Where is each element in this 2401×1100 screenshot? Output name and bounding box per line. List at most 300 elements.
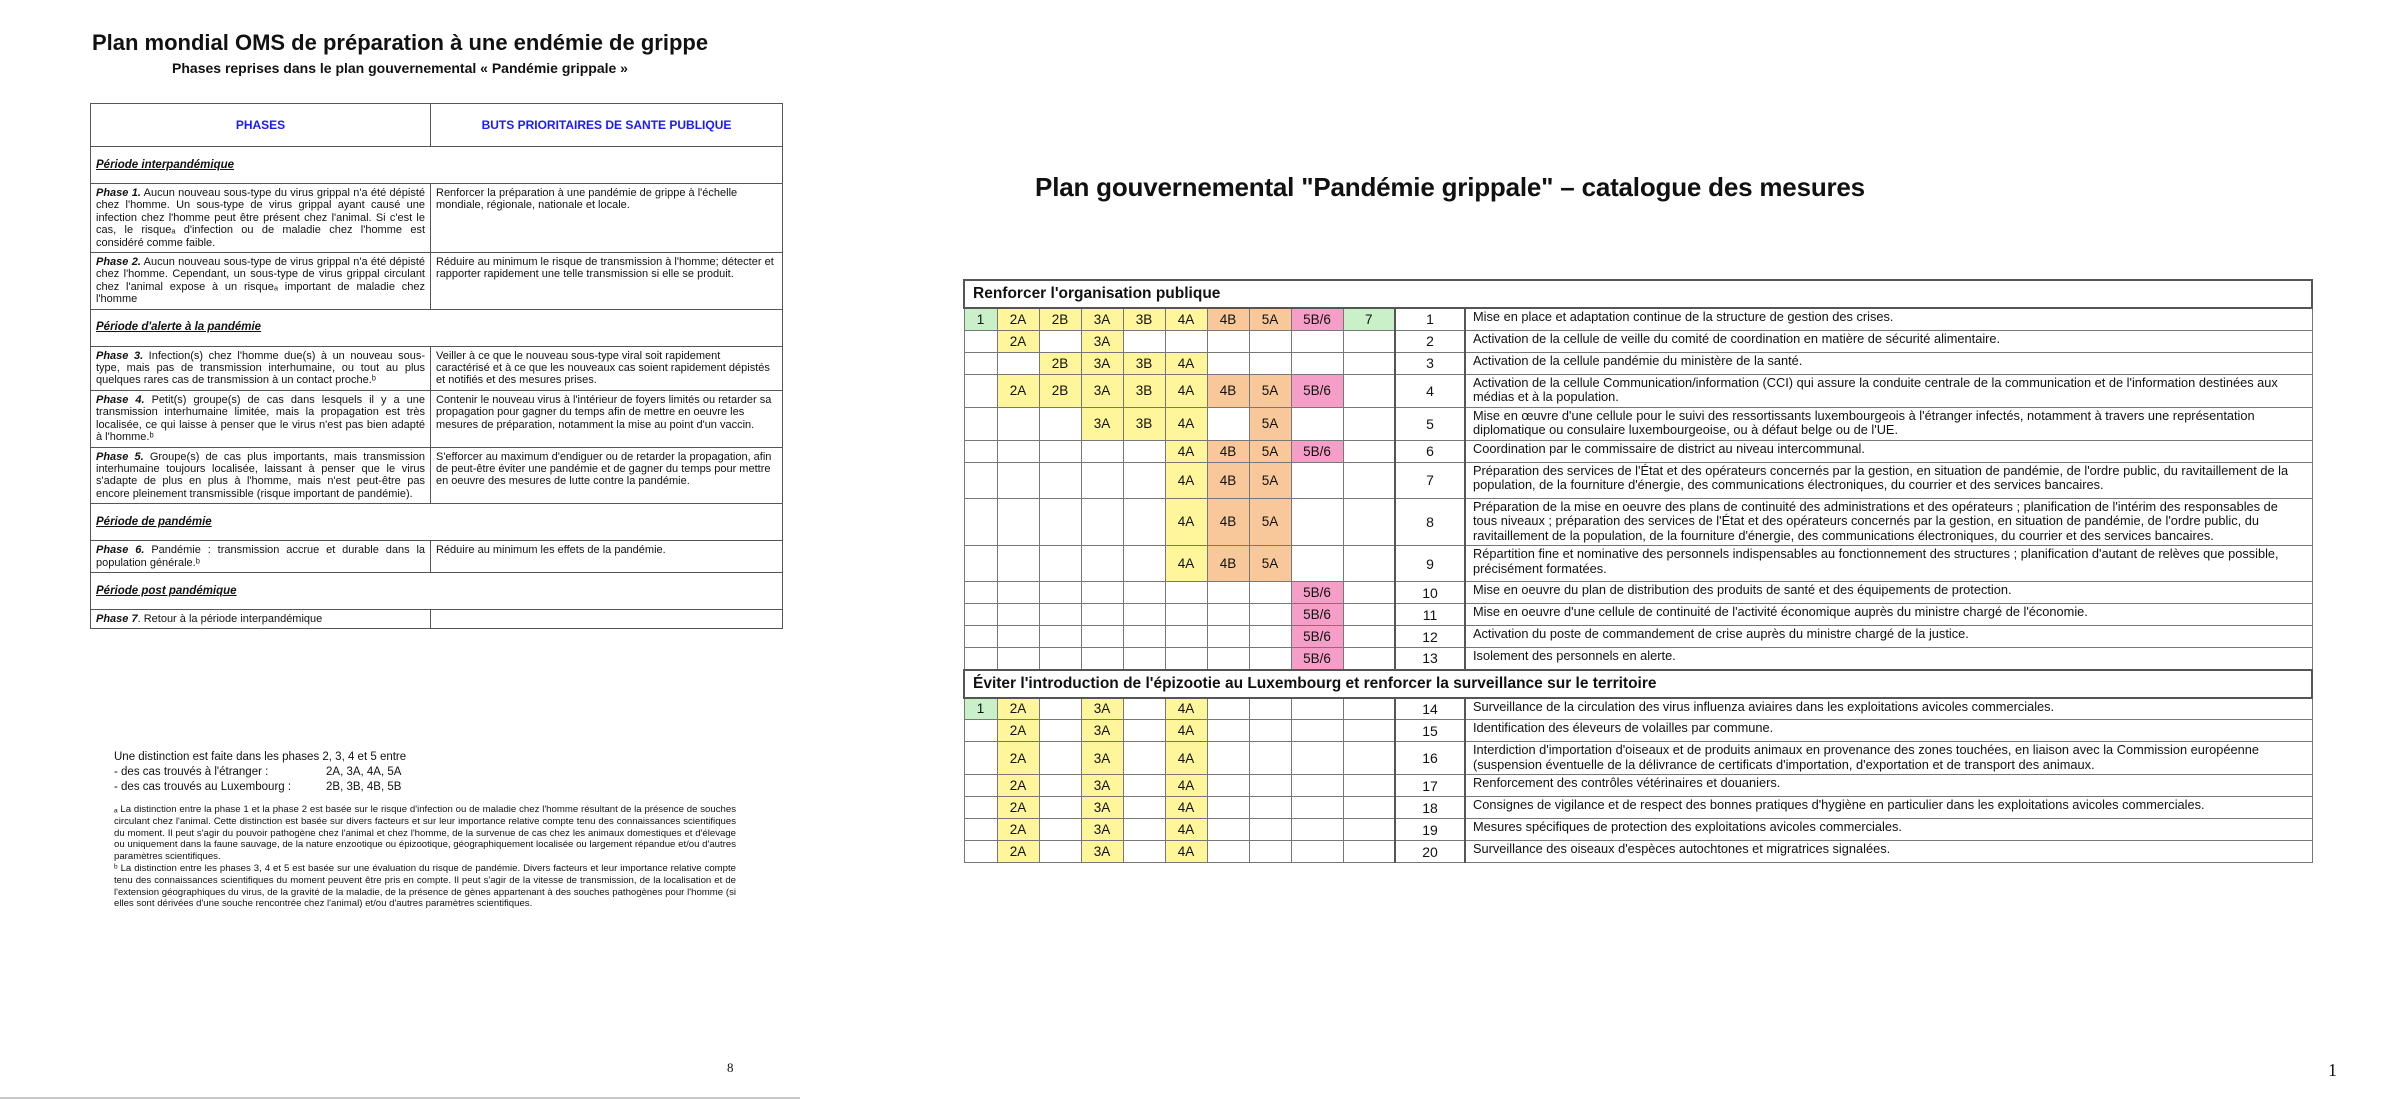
phase-cell: 5B/6 — [1291, 374, 1343, 407]
section-heading: Éviter l'introduction de l'épizootie au Luxembourg et renforcer la surveillance sur le territoire — [964, 670, 2312, 698]
measure-number: 1 — [1395, 308, 1465, 330]
measure-description: Renforcement des contrôles vétérinaires et douaniers. — [1465, 775, 2312, 797]
empty-phase-cell — [1165, 626, 1207, 648]
phase-cell: 4B — [1207, 546, 1249, 582]
empty-phase-cell — [964, 742, 997, 775]
phase-row — [91, 447, 783, 504]
empty-phase-cell — [1165, 604, 1207, 626]
empty-phase-cell — [1039, 841, 1081, 863]
measure-number: 15 — [1395, 720, 1465, 742]
empty-phase-cell — [1291, 352, 1343, 374]
empty-phase-cell — [1343, 374, 1395, 407]
distinction-intro: Une distinction est faite dans les phases 2, 3, 4 et 5 entre — [114, 751, 407, 763]
measures-catalogue-table — [963, 279, 2313, 863]
empty-phase-cell — [1039, 330, 1081, 352]
phase-cell: 5B/6 — [1291, 308, 1343, 330]
empty-phase-cell — [964, 440, 997, 462]
empty-phase-cell — [1207, 819, 1249, 841]
phase-text: Petit(s) groupe(s) de cas dans lesquels il y a une transmission interhumaine limitée, mais la propagation est très localisée, ce qui laisse à penser que le virus n'est pas bien adapté à l'homme.ᵇ — [96, 393, 425, 444]
phase-cell: 3A — [1081, 720, 1123, 742]
phase-text: . Retour à la période interpandémique — [137, 612, 323, 625]
distinction-abroad-value: 2A, 3A, 4A, 5A — [326, 766, 402, 778]
empty-phase-cell — [997, 626, 1039, 648]
phase-description — [91, 184, 431, 253]
empty-phase-cell — [1081, 440, 1123, 462]
phase-cell: 2A — [997, 742, 1039, 775]
phase-cell: 4A — [1165, 352, 1207, 374]
phase-cell: 5B/6 — [1291, 440, 1343, 462]
empty-phase-cell — [1039, 407, 1081, 440]
measure-row — [964, 604, 2312, 626]
empty-phase-cell — [1039, 546, 1081, 582]
measure-number: 10 — [1395, 582, 1465, 604]
empty-phase-cell — [1343, 546, 1395, 582]
page-subtitle: Phases reprises dans le plan gouvernemental « Pandémie grippale » — [172, 60, 628, 76]
public-health-goal: S'efforcer au maximum d'endiguer ou de retarder la propagation, afin de peut-être éviter une pandémie et de gagner du temps pour mettre en oeuvre des mesures de lutte contre la pandémie. — [431, 447, 783, 504]
empty-phase-cell — [1291, 330, 1343, 352]
empty-phase-cell — [1343, 407, 1395, 440]
measure-description: Mise en œuvre d'une cellule pour le suivi des ressortissants luxembourgeois à l'étranger infectés, notamment à travers une représentation diplomatique ou consulaire luxembourgeoise, ou à défaut belge ou de l'UE. — [1465, 407, 2312, 440]
phase-cell: 4B — [1207, 374, 1249, 407]
measure-row — [964, 841, 2312, 863]
phase-name: Phase 6. — [96, 544, 145, 557]
measure-row — [964, 819, 2312, 841]
phase-cell: 5B/6 — [1291, 604, 1343, 626]
empty-phase-cell — [1249, 648, 1291, 670]
phase-cell: 3A — [1081, 775, 1123, 797]
public-health-goal: Renforcer la préparation à une pandémie de grippe à l'échelle mondiale, régionale, nationale et locale. — [431, 184, 783, 253]
phase-cell: 1 — [964, 308, 997, 330]
phase-cell: 2A — [997, 797, 1039, 819]
phase-name: Phase 2. — [96, 256, 141, 269]
period-heading: Période de pandémie — [91, 504, 783, 541]
phase-cell: 3A — [1081, 352, 1123, 374]
phase-cell: 4A — [1165, 841, 1207, 863]
measure-row — [964, 440, 2312, 462]
phase-cell: 2A — [997, 330, 1039, 352]
public-health-goal: Veiller à ce que le nouveau sous-type viral soit rapidement caractérisé et à ce que les nouveaux cas soient rapidement dépistés et notifiés et des mesures prises. — [431, 346, 783, 390]
empty-phase-cell — [1343, 819, 1395, 841]
empty-phase-cell — [1039, 582, 1081, 604]
measure-row — [964, 797, 2312, 819]
empty-phase-cell — [1207, 626, 1249, 648]
period-row — [91, 309, 783, 346]
phase-row — [91, 609, 783, 628]
empty-phase-cell — [1207, 582, 1249, 604]
period-row — [91, 504, 783, 541]
empty-phase-cell — [964, 546, 997, 582]
phase-description — [91, 253, 431, 310]
measure-row — [964, 352, 2312, 374]
empty-phase-cell — [1249, 819, 1291, 841]
measure-row — [964, 775, 2312, 797]
empty-phase-cell — [1343, 775, 1395, 797]
phase-description — [91, 609, 431, 628]
measure-row — [964, 582, 2312, 604]
phase-cell: 3A — [1081, 407, 1123, 440]
empty-phase-cell — [1039, 819, 1081, 841]
phase-cell: 3A — [1081, 819, 1123, 841]
measure-row — [964, 330, 2312, 352]
right-page — [800, 0, 2401, 1100]
empty-phase-cell — [1249, 698, 1291, 720]
empty-phase-cell — [1123, 720, 1165, 742]
empty-phase-cell — [997, 546, 1039, 582]
header-goals: BUTS PRIORITAIRES DE SANTE PUBLIQUE — [431, 104, 783, 147]
empty-phase-cell — [1291, 742, 1343, 775]
phase-cell: 4A — [1165, 546, 1207, 582]
phase-cell: 3A — [1081, 374, 1123, 407]
empty-phase-cell — [1343, 720, 1395, 742]
empty-phase-cell — [1207, 775, 1249, 797]
empty-phase-cell — [1291, 407, 1343, 440]
empty-phase-cell — [997, 648, 1039, 670]
phase-cell: 5B/6 — [1291, 582, 1343, 604]
empty-phase-cell — [1081, 498, 1123, 546]
phase-cell: 5A — [1249, 407, 1291, 440]
empty-phase-cell — [1343, 698, 1395, 720]
empty-phase-cell — [1249, 841, 1291, 863]
phase-cell: 3B — [1123, 407, 1165, 440]
empty-phase-cell — [1123, 841, 1165, 863]
measure-description: Mesures spécifiques de protection des exploitations avicoles commerciales. — [1465, 819, 2312, 841]
phase-cell: 3A — [1081, 330, 1123, 352]
measure-description: Activation de la cellule pandémie du ministère de la santé. — [1465, 352, 2312, 374]
phase-cell: 5A — [1249, 308, 1291, 330]
measure-description: Mise en place et adaptation continue de la structure de gestion des crises. — [1465, 308, 2312, 330]
section-heading: Renforcer l'organisation publique — [964, 280, 2312, 308]
phase-text: Groupe(s) de cas plus importants, mais transmission interhumaine toujours localisée, laissant à penser que le virus s'adapte de plus en plus à l'homme, mais n'est peut-être pas encore pleinement transmissible (risque important de pandémie). — [96, 450, 425, 500]
empty-phase-cell — [1343, 841, 1395, 863]
phase-cell: 2A — [997, 374, 1039, 407]
phase-row — [91, 184, 783, 253]
empty-phase-cell — [1207, 648, 1249, 670]
phase-row — [91, 253, 783, 310]
measure-number: 3 — [1395, 352, 1465, 374]
empty-phase-cell — [997, 582, 1039, 604]
empty-phase-cell — [1291, 462, 1343, 498]
public-health-goal: Réduire au minimum le risque de transmission à l'homme; détecter et rapporter rapidement une telle transmission si elle se produit. — [431, 253, 783, 310]
empty-phase-cell — [1039, 498, 1081, 546]
footnotes — [114, 804, 736, 910]
period-row — [91, 572, 783, 609]
empty-phase-cell — [964, 626, 997, 648]
empty-phase-cell — [1343, 604, 1395, 626]
phase-cell: 4A — [1165, 440, 1207, 462]
public-health-goal — [431, 609, 783, 628]
empty-phase-cell — [1039, 797, 1081, 819]
empty-phase-cell — [1123, 498, 1165, 546]
phase-cell: 4B — [1207, 308, 1249, 330]
empty-phase-cell — [1249, 352, 1291, 374]
phase-cell: 3A — [1081, 698, 1123, 720]
empty-phase-cell — [1343, 797, 1395, 819]
phase-cell: 4A — [1165, 742, 1207, 775]
empty-phase-cell — [964, 462, 997, 498]
phase-cell: 4A — [1165, 698, 1207, 720]
empty-phase-cell — [964, 498, 997, 546]
phase-cell: 3B — [1123, 374, 1165, 407]
period-row — [91, 147, 783, 184]
empty-phase-cell — [1123, 546, 1165, 582]
empty-phase-cell — [1207, 742, 1249, 775]
empty-phase-cell — [1123, 582, 1165, 604]
phase-cell: 4A — [1165, 775, 1207, 797]
empty-phase-cell — [1291, 775, 1343, 797]
period-heading: Période post pandémique — [91, 572, 783, 609]
empty-phase-cell — [1081, 546, 1123, 582]
measure-description: Répartition fine et nominative des personnels indispensables au fonctionnement des structures ; planification d'autant de relèves que possible, précisément formatées. — [1465, 546, 2312, 582]
empty-phase-cell — [1249, 582, 1291, 604]
empty-phase-cell — [1343, 352, 1395, 374]
phase-description — [91, 346, 431, 390]
empty-phase-cell — [1291, 698, 1343, 720]
phase-cell: 2B — [1039, 308, 1081, 330]
empty-phase-cell — [964, 841, 997, 863]
empty-phase-cell — [964, 720, 997, 742]
phase-name: Phase 7 — [96, 612, 138, 625]
empty-phase-cell — [1081, 604, 1123, 626]
empty-phase-cell — [1039, 742, 1081, 775]
measure-description: Préparation des services de l'État et des opérateurs concernés par la gestion, en situation de pandémie, de l'ordre public, du ravitaillement de la population, de la fourniture d'énergie, des communications électroniques, du courrier et des services bancaires. — [1465, 462, 2312, 498]
measure-description: Interdiction d'importation d'oiseaux et de produits animaux en provenance des zones touchées, en liaison avec la Commission européenne (suspension éventuelle de la délivrance de certificats d'importation, d'exportation et de transport des animaux. — [1465, 742, 2312, 775]
measure-row — [964, 720, 2312, 742]
phase-cell: 5B/6 — [1291, 648, 1343, 670]
measure-row — [964, 462, 2312, 498]
empty-phase-cell — [964, 330, 997, 352]
empty-phase-cell — [1039, 720, 1081, 742]
phase-cell: 4A — [1165, 819, 1207, 841]
empty-phase-cell — [1249, 775, 1291, 797]
empty-phase-cell — [964, 374, 997, 407]
measure-row — [964, 742, 2312, 775]
phase-cell: 4A — [1165, 308, 1207, 330]
empty-phase-cell — [1039, 698, 1081, 720]
measure-row — [964, 407, 2312, 440]
distinction-luxembourg-label: - des cas trouvés au Luxembourg : — [114, 781, 292, 793]
empty-phase-cell — [1291, 720, 1343, 742]
empty-phase-cell — [964, 775, 997, 797]
phase-cell: 5A — [1249, 462, 1291, 498]
empty-phase-cell — [1343, 440, 1395, 462]
who-phases-table — [90, 103, 783, 629]
phase-name: Phase 1. — [96, 187, 141, 199]
phase-cell: 4A — [1165, 797, 1207, 819]
page-number: 8 — [727, 1060, 734, 1075]
measure-number: 18 — [1395, 797, 1465, 819]
empty-phase-cell — [1249, 720, 1291, 742]
empty-phase-cell — [997, 498, 1039, 546]
distinction-abroad-label: - des cas trouvés à l'étranger : — [114, 766, 269, 778]
empty-phase-cell — [1123, 604, 1165, 626]
phase-description — [91, 447, 431, 504]
public-health-goal: Réduire au minimum les effets de la pandémie. — [431, 541, 783, 573]
phase-distinction — [114, 750, 406, 795]
phase-cell: 4A — [1165, 407, 1207, 440]
measure-row — [964, 498, 2312, 546]
empty-phase-cell — [1343, 626, 1395, 648]
catalogue-section-row — [964, 670, 2312, 698]
measure-description: Coordination par le commissaire de district au niveau intercommunal. — [1465, 440, 2312, 462]
empty-phase-cell — [1165, 330, 1207, 352]
phase-cell: 1 — [964, 698, 997, 720]
empty-phase-cell — [964, 407, 997, 440]
phase-cell: 2A — [997, 819, 1039, 841]
empty-phase-cell — [1123, 648, 1165, 670]
phase-cell: 2A — [997, 308, 1039, 330]
phase-text: Aucun nouveau sous-type du virus grippal n'a été dépisté chez l'homme. Un sous-type de virus grippal ayant causé une infection chez l'homme peut être présent chez l'animal. Si c'est le cas, le risqueₐ d'infection ou de maladie chez l'homme est considéré comme faible. — [96, 187, 425, 249]
phase-description — [91, 390, 431, 447]
empty-phase-cell — [1039, 440, 1081, 462]
empty-phase-cell — [1207, 841, 1249, 863]
measure-description: Activation de la cellule Communication/information (CCI) qui assure la conduite centrale de la communication et de l'information destinées aux médias et à la population. — [1465, 374, 2312, 407]
measure-number: 2 — [1395, 330, 1465, 352]
empty-phase-cell — [1291, 498, 1343, 546]
phase-row — [91, 390, 783, 447]
measure-description: Isolement des personnels en alerte. — [1465, 648, 2312, 670]
empty-phase-cell — [997, 604, 1039, 626]
phase-name: Phase 3. — [96, 349, 144, 362]
phase-row — [91, 541, 783, 573]
measure-description: Mise en oeuvre du plan de distribution des produits de santé et des équipements de protection. — [1465, 582, 2312, 604]
measure-number: 6 — [1395, 440, 1465, 462]
phase-cell: 4A — [1165, 720, 1207, 742]
phase-cell: 2A — [997, 775, 1039, 797]
measure-number: 19 — [1395, 819, 1465, 841]
measure-number: 17 — [1395, 775, 1465, 797]
phase-text: Infection(s) chez l'homme due(s) à un nouveau sous-type, mais pas de transmission interhumaine, ou tout au plus quelques rares cas de transmission à un contact proche.ᵇ — [96, 349, 425, 387]
empty-phase-cell — [1207, 407, 1249, 440]
empty-phase-cell — [1123, 698, 1165, 720]
measure-description: Surveillance de la circulation des virus influenza aviaires dans les exploitations avicoles commerciales. — [1465, 698, 2312, 720]
public-health-goal: Contenir le nouveau virus à l'intérieur de foyers limités ou retarder sa propagation pour gagner du temps afin de mettre en oeuvre les mesures de préparation, notamment la mise au point d'un vaccin. — [431, 390, 783, 447]
phase-cell: 4A — [1165, 374, 1207, 407]
empty-phase-cell — [1291, 841, 1343, 863]
period-heading: Période interpandémique — [91, 147, 783, 184]
phase-cell: 3B — [1123, 308, 1165, 330]
phase-cell: 5A — [1249, 546, 1291, 582]
phase-cell: 3A — [1081, 308, 1123, 330]
measure-description: Consignes de vigilance et de respect des bonnes pratiques d'hygiène en particulier dans les exploitations avicoles commerciales. — [1465, 797, 2312, 819]
empty-phase-cell — [1039, 604, 1081, 626]
phase-cell: 2A — [997, 698, 1039, 720]
period-heading: Période d'alerte à la pandémie — [91, 309, 783, 346]
left-page — [0, 0, 800, 1100]
empty-phase-cell — [1249, 626, 1291, 648]
empty-phase-cell — [1343, 582, 1395, 604]
phase-cell: 4A — [1165, 462, 1207, 498]
distinction-luxembourg-value: 2B, 3B, 4B, 5B — [326, 781, 402, 793]
empty-phase-cell — [1343, 462, 1395, 498]
phase-cell: 5B/6 — [1291, 626, 1343, 648]
measure-row — [964, 648, 2312, 670]
phase-cell: 2A — [997, 841, 1039, 863]
empty-phase-cell — [997, 407, 1039, 440]
empty-phase-cell — [1039, 648, 1081, 670]
empty-phase-cell — [964, 819, 997, 841]
empty-phase-cell — [1123, 775, 1165, 797]
empty-phase-cell — [1291, 546, 1343, 582]
measure-description: Activation de la cellule de veille du comité de coordination en matière de sécurité alimentaire. — [1465, 330, 2312, 352]
header-phases: PHASES — [91, 104, 431, 147]
phase-cell: 3A — [1081, 841, 1123, 863]
empty-phase-cell — [964, 604, 997, 626]
empty-phase-cell — [1165, 648, 1207, 670]
empty-phase-cell — [1123, 440, 1165, 462]
empty-phase-cell — [1081, 462, 1123, 498]
empty-phase-cell — [1343, 742, 1395, 775]
measure-number: 8 — [1395, 498, 1465, 546]
empty-phase-cell — [1123, 330, 1165, 352]
empty-phase-cell — [1249, 742, 1291, 775]
phase-name: Phase 5. — [96, 450, 144, 463]
empty-phase-cell — [1249, 797, 1291, 819]
empty-phase-cell — [1081, 626, 1123, 648]
phase-cell: 3A — [1081, 797, 1123, 819]
measure-row — [964, 308, 2312, 330]
phase-cell: 4B — [1207, 462, 1249, 498]
phase-cell: 4B — [1207, 498, 1249, 546]
phase-cell: 2A — [997, 720, 1039, 742]
phase-cell: 3B — [1123, 352, 1165, 374]
phase-cell: 2B — [1039, 352, 1081, 374]
measure-number: 4 — [1395, 374, 1465, 407]
phase-name: Phase 4. — [96, 393, 145, 406]
phase-cell: 4B — [1207, 440, 1249, 462]
measure-number: 5 — [1395, 407, 1465, 440]
empty-phase-cell — [1039, 775, 1081, 797]
measure-number: 16 — [1395, 742, 1465, 775]
empty-phase-cell — [1291, 797, 1343, 819]
empty-phase-cell — [1343, 498, 1395, 546]
empty-phase-cell — [1081, 582, 1123, 604]
measure-number: 14 — [1395, 698, 1465, 720]
empty-phase-cell — [1249, 330, 1291, 352]
measure-number: 12 — [1395, 626, 1465, 648]
phase-cell: 5A — [1249, 498, 1291, 546]
empty-phase-cell — [1123, 797, 1165, 819]
measure-row — [964, 698, 2312, 720]
empty-phase-cell — [1081, 648, 1123, 670]
empty-phase-cell — [997, 352, 1039, 374]
empty-phase-cell — [1343, 330, 1395, 352]
phase-cell: 5A — [1249, 440, 1291, 462]
measure-description: Préparation de la mise en oeuvre des plans de continuité des administrations et des opérateurs ; planification de l'intérim des responsables de tous niveaux ; préparation des services de l'État et des opérateurs concernés par la gestion, en situation de pandémie, de l'ordre public, du ravitaillement de la population, de la fourniture d'énergie, des communications électroniques, du courrier et des services bancaires. — [1465, 498, 2312, 546]
phase-row — [91, 346, 783, 390]
empty-phase-cell — [1039, 626, 1081, 648]
measure-description: Identification des éleveurs de volailles par commune. — [1465, 720, 2312, 742]
measure-number: 7 — [1395, 462, 1465, 498]
measure-description: Activation du poste de commandement de crise auprès du ministre chargé de la justice. — [1465, 626, 2312, 648]
empty-phase-cell — [1207, 352, 1249, 374]
empty-phase-cell — [964, 582, 997, 604]
phase-text: Aucun nouveau sous-type de virus grippal n'a été dépisté chez l'homme. Cependant, un sous-type de virus grippal circulant chez l'animal expose à un risqueₐ important de maladie chez l'homme — [96, 256, 425, 306]
empty-phase-cell — [1207, 604, 1249, 626]
empty-phase-cell — [1207, 698, 1249, 720]
empty-phase-cell — [964, 352, 997, 374]
measure-description: Surveillance des oiseaux d'espèces autochtones et migratrices signalées. — [1465, 841, 2312, 863]
phase-cell: 2B — [1039, 374, 1081, 407]
empty-phase-cell — [964, 648, 997, 670]
page-title: Plan mondial OMS de préparation à une endémie de grippe — [91, 30, 709, 55]
footnote-b: ᵇ La distinction entre les phases 3, 4 et 5 est basée sur une évaluation du risque de pandémie. Divers facteurs et leur importance relative compte tenu des connaissances scientifiques du moment peuvent être pris en compte. Il peut s'agir de la vitesse de transmission, de la localisation et de l'extension géographiques du virus, de la gravité de la maladie, de la présence de gènes appartenant à des souches pathogènes pour l'homme (si elles sont dérivées d'une souche rencontrée chez l'animal) et/ou d'autres paramètres scientifiques. — [114, 862, 736, 910]
empty-phase-cell — [1165, 582, 1207, 604]
footnote-a: ₐ La distinction entre la phase 1 et la phase 2 est basée sur le risque d'infection ou de maladie chez l'homme résultant de la présence de souches circulant chez l'animal. Cette distinction est basée sur divers facteurs et sur leur importance relative compte tenu des connaissances scientifiques du moment. Il peut s'agir du pouvoir pathogène chez l'animal et chez l'homme, de la survenue de cas chez les animaux domestiques et d'élevage ou uniquement dans la faune sauvage, de la nature enzootique ou épizootique, géographiquement localisée ou largement répandue et/ou d'autres paramètres scientifiques. — [114, 804, 736, 863]
measure-number: 9 — [1395, 546, 1465, 582]
empty-phase-cell — [1207, 330, 1249, 352]
measure-number: 20 — [1395, 841, 1465, 863]
empty-phase-cell — [1123, 742, 1165, 775]
